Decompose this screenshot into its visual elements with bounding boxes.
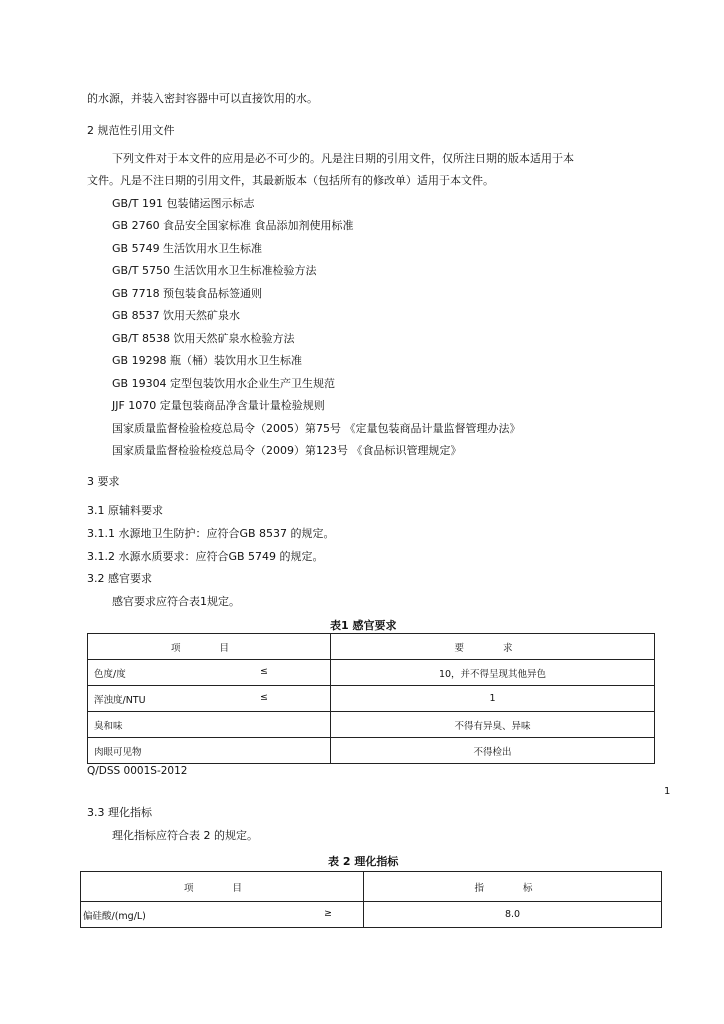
table-cell: 不得有异臭、异味	[331, 712, 655, 738]
table-row	[88, 738, 655, 764]
table-2	[80, 871, 662, 928]
table-cell: 肉眼可见物	[88, 738, 331, 764]
reference-item: GB/T 191 包装储运图示标志	[112, 197, 255, 210]
reference-item: 国家质量监督检验检疫总局令（2009）第123号 《食品标识管理规定》	[112, 444, 462, 457]
reference-item: GB 7718 预包装食品标签通则	[112, 287, 263, 300]
table-cell: 不得检出	[331, 738, 655, 764]
reference-item: GB 5749 生活饮用水卫生标准	[112, 242, 263, 255]
reference-item: 国家质量监督检验检疫总局令（2005）第75号 《定量包装商品计量监督管理办法》	[112, 422, 521, 435]
table-header-row	[88, 634, 655, 660]
section-3-2-heading: 3.2 感官要求	[87, 572, 152, 585]
table-header-cell: 要 求	[331, 634, 655, 660]
reference-item: JJF 1070 定量包装商品净含量计量检验规则	[112, 399, 325, 412]
table-cell: 1	[331, 686, 655, 712]
table-cell: 色度/度 ≤	[88, 660, 331, 686]
section-2-paragraph-line-1: 下列文件对于本文件的应用是必不可少的。凡是注日期的引用文件，仅所注日期的版本适用于本	[112, 152, 574, 165]
table-1-title: 表1 感官要求	[330, 619, 397, 632]
reference-item: GB 19304 定型包装饮用水企业生产卫生规范	[112, 377, 336, 390]
reference-item: GB/T 5750 生活饮用水卫生标准检验方法	[112, 264, 317, 277]
table-header-cell: 指 标	[364, 872, 662, 902]
section-3-3-heading: 3.3 理化指标	[87, 806, 152, 819]
section-3-2-text: 感官要求应符合表1规定。	[112, 595, 240, 608]
reference-item: GB/T 8538 饮用天然矿泉水检验方法	[112, 332, 295, 345]
table-1	[87, 633, 655, 764]
table-row	[88, 686, 655, 712]
table-cell: 10，并不得呈现其他异色	[331, 660, 655, 686]
section-3-1-1: 3.1.1 水源地卫生防护：应符合GB 8537 的规定。	[87, 527, 335, 540]
reference-item: GB 2760 食品安全国家标准 食品添加剂使用标准	[112, 219, 354, 232]
table-row	[88, 660, 655, 686]
document-code: Q/DSS 0001S-2012	[87, 765, 188, 777]
section-3-1-heading: 3.1 原辅料要求	[87, 504, 163, 517]
section-3-heading: 3 要求	[87, 475, 120, 488]
table-cell: 8.0	[364, 902, 662, 928]
table-cell: 浑浊度/NTU ≤	[88, 686, 331, 712]
table-row	[81, 902, 662, 928]
reference-item: GB 8537 饮用天然矿泉水	[112, 309, 241, 322]
section-2-paragraph-line-2: 文件。凡是不注日期的引用文件，其最新版本（包括所有的修改单）适用于本文件。	[87, 174, 494, 187]
section-3-1-2: 3.1.2 水源水质要求：应符合GB 5749 的规定。	[87, 550, 324, 563]
reference-item: GB 19298 瓶（桶）装饮用水卫生标准	[112, 354, 303, 367]
table-header-cell: 项 目	[81, 872, 364, 902]
table-row	[88, 712, 655, 738]
table-cell: 臭和味	[88, 712, 331, 738]
page-number: 1	[664, 786, 671, 797]
section-3-3-text: 理化指标应符合表 2 的规定。	[112, 829, 258, 842]
table-header-row	[81, 872, 662, 902]
table-cell: 偏硅酸/(mg/L) ≥	[81, 902, 364, 928]
table-2-title: 表 2 理化指标	[328, 855, 399, 868]
intro-line: 的水源，并装入密封容器中可以直接饮用的水。	[87, 92, 318, 105]
table-header-cell: 项 目	[88, 634, 331, 660]
section-2-heading: 2 规范性引用文件	[87, 124, 175, 137]
